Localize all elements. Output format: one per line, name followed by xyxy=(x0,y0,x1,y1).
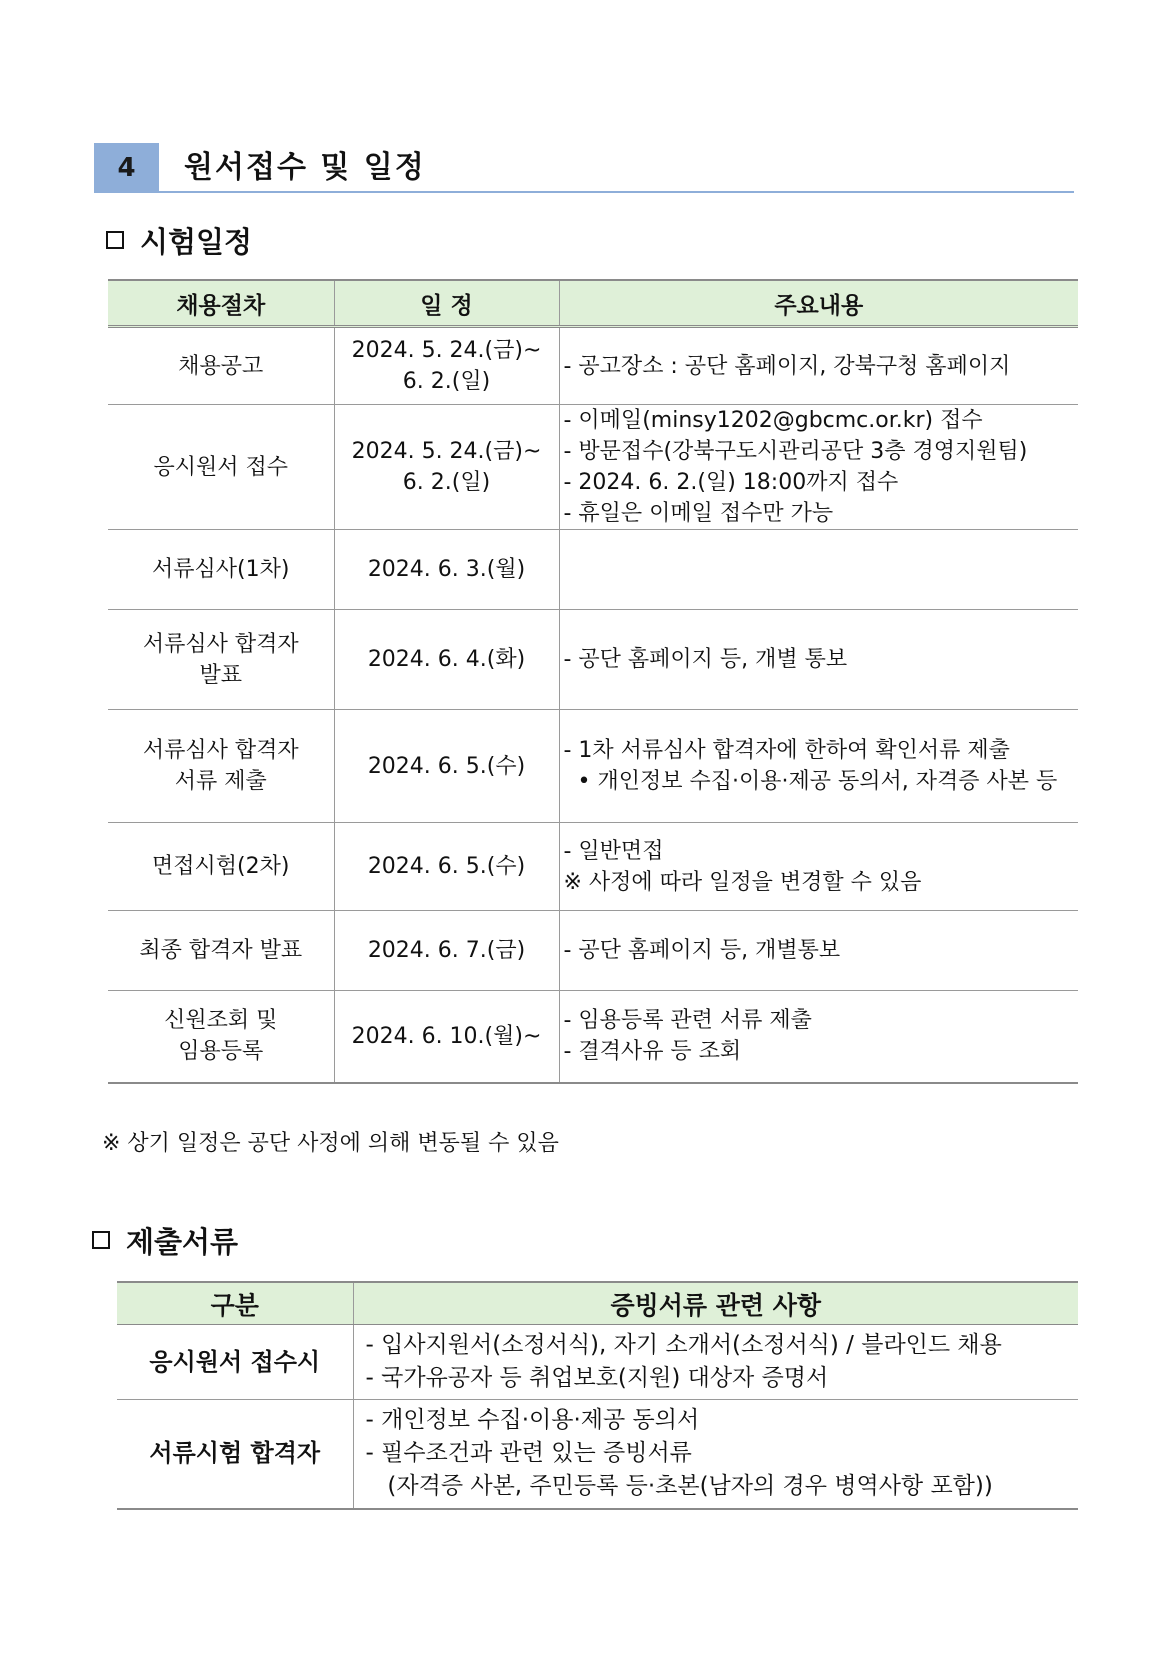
section-header xyxy=(94,143,1074,193)
step-cell: 최종 합격자 발표 xyxy=(108,911,334,991)
step-cell: 신원조회 및 임용등록 xyxy=(108,991,334,1083)
date-cell: 2024. 5. 24.(금)~ 6. 2.(일) xyxy=(334,327,559,405)
table-row xyxy=(108,823,1078,911)
documents-cell: - 입사지원서(소정서식), 자기 소개서(소정서식) / 블라인드 채용 - 국가유공자 등 취업보호(지원) 대상자 증명서 xyxy=(353,1325,1078,1400)
section-number: 4 xyxy=(94,143,159,192)
date-cell: 2024. 5. 24.(금)~ 6. 2.(일) xyxy=(334,405,559,530)
table-row xyxy=(117,1325,1078,1400)
documents-header-row xyxy=(117,1282,1078,1325)
step-cell: 서류심사 합격자 발표 xyxy=(108,610,334,710)
step-cell: 서류심사(1차) xyxy=(108,530,334,610)
schedule-footnote: ※ 상기 일정은 공단 사정에 의해 변동될 수 있음 xyxy=(102,1131,559,1156)
content-cell: - 이메일(minsy1202@gbcmc.or.kr) 접수 - 방문접수(강북구도시관리공단 3층 경영지원팀) - 2024. 6. 2.(일) 18:00까지 접수 - 휴일은 이메일 접수만 가능 xyxy=(559,405,1078,530)
table-row xyxy=(108,911,1078,991)
schedule-heading-text: 시험일정 xyxy=(140,224,253,259)
date-cell: 2024. 6. 4.(화) xyxy=(334,610,559,710)
table-row xyxy=(108,327,1078,405)
content-cell: - 일반면접 ※ 사정에 따라 일정을 변경할 수 있음 xyxy=(559,823,1078,911)
content-cell: - 임용등록 관련 서류 제출 - 결격사유 등 조회 xyxy=(559,991,1078,1083)
table-row xyxy=(108,610,1078,710)
content-cell: - 공단 홈페이지 등, 개별통보 xyxy=(559,911,1078,991)
table-row xyxy=(108,405,1078,530)
content-cell: - 1차 서류심사 합격자에 한하여 확인서류 제출 • 개인정보 수집·이용·제공 동의서, 자격증 사본 등 xyxy=(559,710,1078,823)
checkbox-square-icon xyxy=(106,231,124,249)
column-header-step: 채용절차 xyxy=(108,280,334,327)
content-cell xyxy=(559,530,1078,610)
date-cell: 2024. 6. 10.(월)~ xyxy=(334,991,559,1083)
date-cell: 2024. 6. 3.(월) xyxy=(334,530,559,610)
schedule-heading xyxy=(106,220,252,260)
step-cell: 채용공고 xyxy=(108,327,334,405)
section-title: 원서접수 및 일정 xyxy=(184,150,426,185)
kind-cell: 응시원서 접수시 xyxy=(117,1325,353,1400)
content-cell: - 공단 홈페이지 등, 개별 통보 xyxy=(559,610,1078,710)
step-cell: 면접시험(2차) xyxy=(108,823,334,911)
table-row xyxy=(108,530,1078,610)
schedule-table xyxy=(108,279,1078,1084)
step-cell: 응시원서 접수 xyxy=(108,405,334,530)
kind-cell: 서류시험 합격자 xyxy=(117,1400,353,1509)
column-header-items: 증빙서류 관련 사항 xyxy=(353,1282,1078,1325)
table-row xyxy=(108,710,1078,823)
checkbox-square-icon xyxy=(92,1231,110,1249)
section-divider xyxy=(94,191,1074,193)
content-cell: - 공고장소 : 공단 홈페이지, 강북구청 홈페이지 xyxy=(559,327,1078,405)
column-header-kind: 구분 xyxy=(117,1282,353,1325)
schedule-header-row xyxy=(108,280,1078,327)
step-cell: 서류심사 합격자 서류 제출 xyxy=(108,710,334,823)
table-row xyxy=(117,1400,1078,1509)
documents-table xyxy=(117,1281,1078,1510)
documents-heading xyxy=(92,1220,238,1260)
documents-heading-text: 제출서류 xyxy=(126,1224,239,1259)
date-cell: 2024. 6. 5.(수) xyxy=(334,823,559,911)
date-cell: 2024. 6. 5.(수) xyxy=(334,710,559,823)
column-header-content: 주요내용 xyxy=(559,280,1078,327)
table-row xyxy=(108,991,1078,1083)
column-header-date: 일 정 xyxy=(334,280,559,327)
documents-cell: - 개인정보 수집·이용·제공 동의서 - 필수조건과 관련 있는 증빙서류 (자격증 사본, 주민등록 등·초본(남자의 경우 병역사항 포함)) xyxy=(353,1400,1078,1509)
date-cell: 2024. 6. 7.(금) xyxy=(334,911,559,991)
